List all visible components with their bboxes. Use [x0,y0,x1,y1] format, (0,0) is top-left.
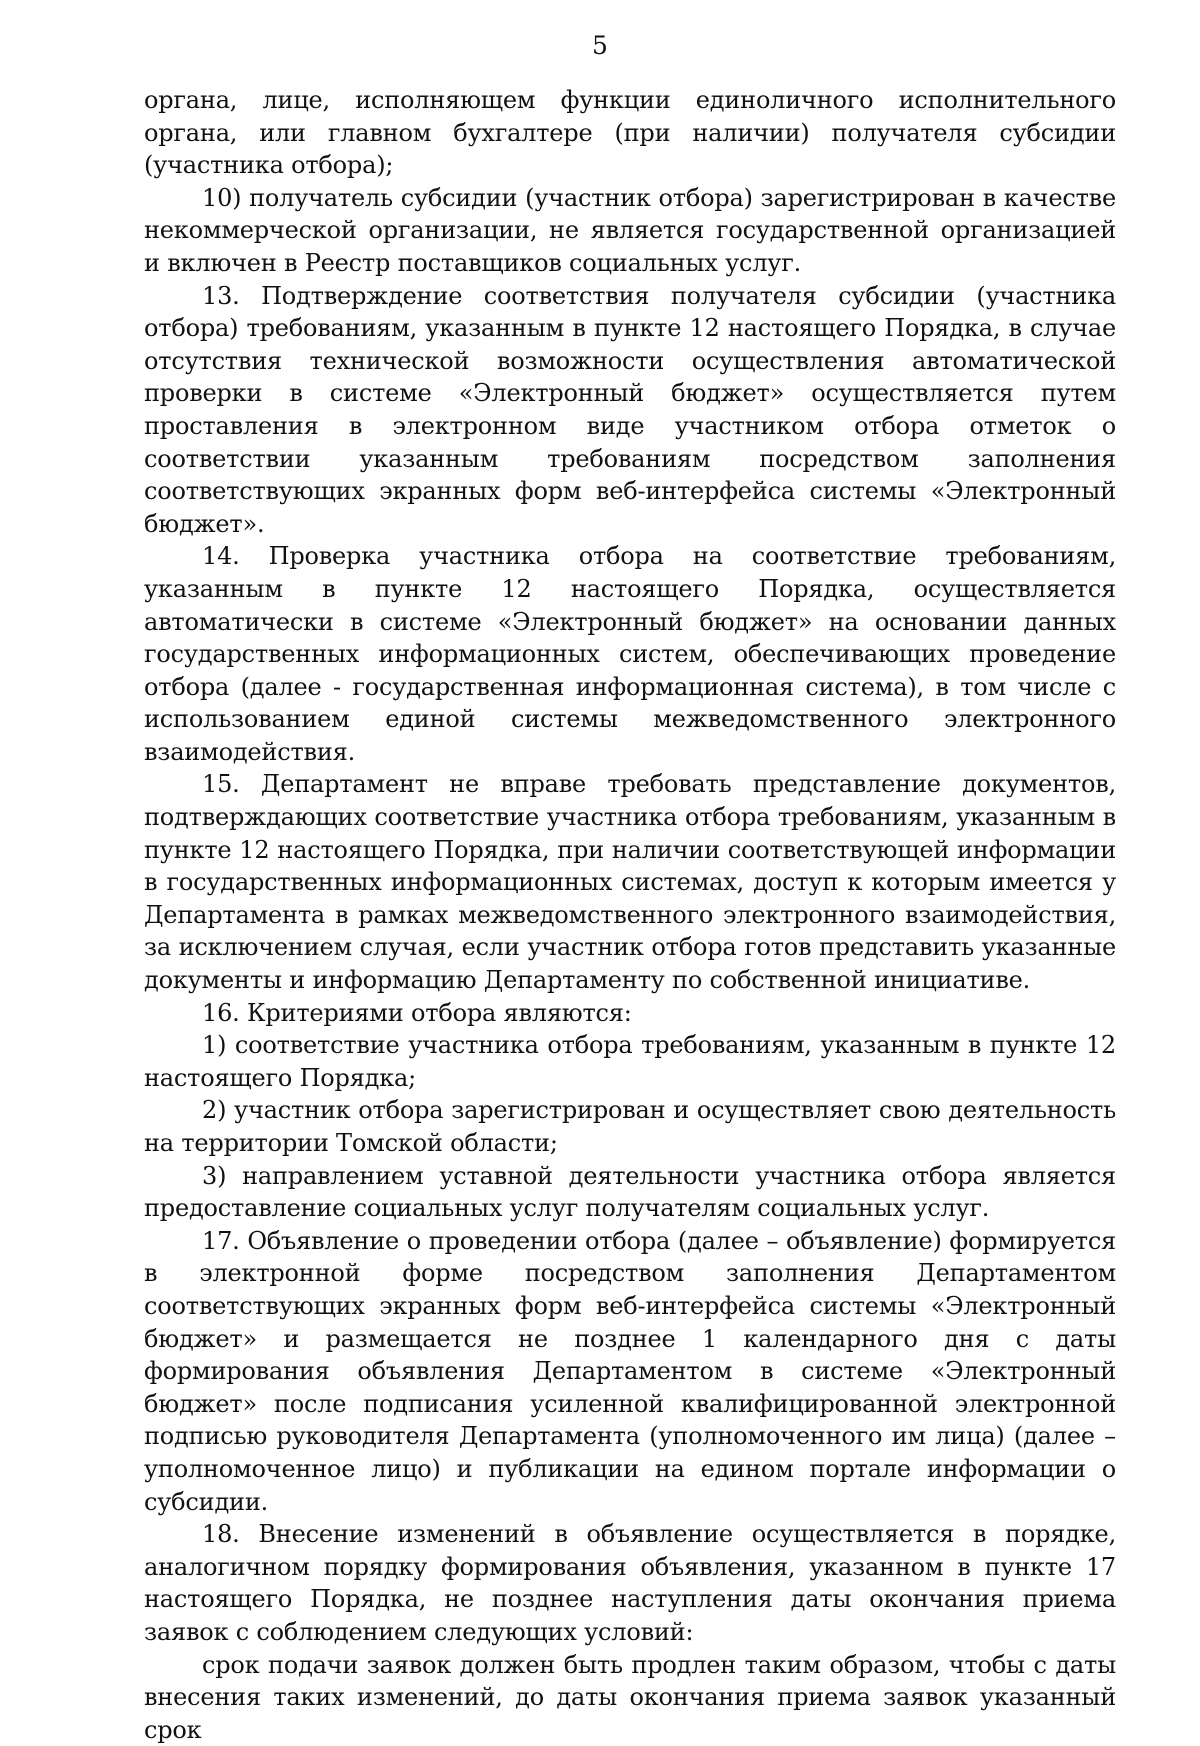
paragraph-17: 17. Объявление о проведении отбора (далее – объявление) формируется в электронной форме посредством заполнения Департаментом соответствующих экранных форм веб-интерфейса системы «Электронный бюджет» и размещается не позднее 1 календарного дня с даты формирования объявления Департаментом в системе «Электронный бюджет» после подписания усиленной квалифицированной электронной подписью руководителя Департамента (уполномоченного им лица) (далее – уполномоченное лицо) и публикации на едином портале информации о субсидии. [144,1225,1116,1518]
paragraph-16-item-2: 2) участник отбора зарегистрирован и осуществляет свою деятельность на территории Томской области; [144,1094,1116,1159]
document-body [144,84,1116,1746]
paragraph-14: 14. Проверка участника отбора на соответствие требованиям, указанным в пункте 12 настоящего Порядка, осуществляется автоматически в системе «Электронный бюджет» на основании данных государственных информационных систем, обеспечивающих проведение отбора (далее - государственная информационная система), в том числе с использованием единой системы межведомственного электронного взаимодействия. [144,540,1116,768]
paragraph-13: 13. Подтверждение соответствия получателя субсидии (участника отбора) требованиям, указанным в пункте 12 настоящего Порядка, в случае отсутствия технической возможности осуществления автоматической проверки в системе «Электронный бюджет» осуществляется путем проставления в электронном виде участником отбора отметок о соответствии указанным требованиям посредством заполнения соответствующих экранных форм веб-интерфейса системы «Электронный бюджет». [144,280,1116,541]
paragraph-16-item-3: 3) направлением уставной деятельности участника отбора является предоставление социальных услуг получателям социальных услуг. [144,1160,1116,1225]
paragraph-15: 15. Департамент не вправе требовать представление документов, подтверждающих соответствие участника отбора требованиям, указанным в пункте 12 настоящего Порядка, при наличии соответствующей информации в государственных информационных системах, доступ к которым имеется у Департамента в рамках межведомственного электронного взаимодействия, за исключением случая, если участник отбора готов представить указанные документы и информацию Департаменту по собственной инициативе. [144,768,1116,996]
paragraph-18-condition: срок подачи заявок должен быть продлен таким образом, чтобы с даты внесения таких изменений, до даты окончания приема заявок указанный срок [144,1649,1116,1746]
page-number: 5 [0,30,1200,62]
paragraph-continuation: органа, лице, исполняющем функции единоличного исполнительного органа, или главном бухгалтере (при наличии) получателя субсидии (участника отбора); [144,84,1116,182]
paragraph-16-item-1: 1) соответствие участника отбора требованиям, указанным в пункте 12 настоящего Порядка; [144,1029,1116,1094]
paragraph-18: 18. Внесение изменений в объявление осуществляется в порядке, аналогичном порядку формирования объявления, указанном в пункте 17 настоящего Порядка, не позднее наступления даты окончания приема заявок с соблюдением следующих условий: [144,1518,1116,1648]
paragraph-16: 16. Критериями отбора являются: [144,997,1116,1030]
paragraph-item-10: 10) получатель субсидии (участник отбора) зарегистрирован в качестве некоммерческой организации, не является государственной организацией и включен в Реестр поставщиков социальных услуг. [144,182,1116,280]
